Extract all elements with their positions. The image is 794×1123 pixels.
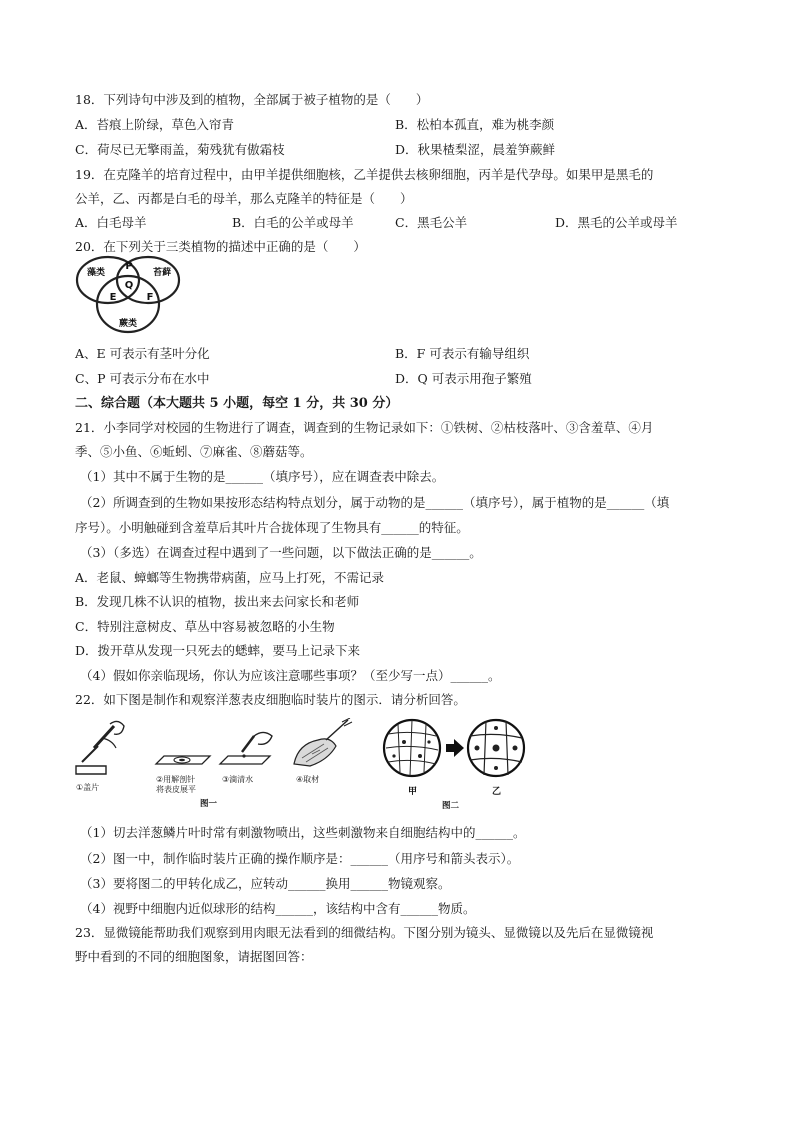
q21-option-d: D．拨开草从发现一只死去的蟋蟀，要马上记录下来 (75, 643, 361, 658)
q21-sub3: （3）（多选）在调查过程中遇到了一些问题，以下做法正确的是______。 (80, 545, 482, 560)
q22-sub2: （2）图一中，制作临时装片正确的操作顺序是：______（用序号和箭头表示）。 (80, 851, 520, 866)
q19-stem-line2: 公羊，乙、丙都是白毛的母羊，那么克隆羊的特征是（ ） (75, 191, 413, 206)
step1-cover-slip-illustration (76, 721, 124, 774)
fig1-step3-label: ③滴清水 (222, 775, 254, 784)
venn-diagram (70, 248, 190, 340)
view-yi-circle (468, 720, 524, 776)
q18-option-d: D．秋果楂梨涩，晨羞笋蕨鲜 (395, 142, 556, 157)
q21-sub2-line2: 序号）。小明触碰到含羞草后其叶片合拢体现了生物具有______的特征。 (75, 520, 469, 535)
step2-spread-epidermis-illustration (156, 756, 210, 764)
q20-option-b: B．F 可表示有输导组织 (395, 346, 530, 361)
q20-option-a: A、E 可表示有茎叶分化 (75, 346, 210, 361)
arrow-icon (446, 739, 464, 757)
fig2-label-yi: 乙 (492, 787, 502, 797)
q18-option-b: B．松柏本孤直，难为桃李颜 (395, 117, 555, 132)
venn-letter-f: F (146, 292, 154, 303)
q21-option-b: B．发现几株不认识的植物，拔出来去问家长和老师 (75, 594, 360, 609)
q22-sub3: （3）要将图二的甲转化成乙，应转动______换用______物镜观察。 (80, 876, 451, 891)
q18-option-a: A．苔痕上阶绿，草色入帘青 (75, 117, 235, 132)
q22-sub1: （1）切去洋葱鳞片叶时常有刺激物喷出，这些刺激物来自细胞结构中的______。 (80, 825, 526, 840)
figure-1-slide-preparation (72, 718, 372, 810)
q21-option-c: C．特别注意树皮、草丛中容易被忽略的小生物 (75, 619, 335, 634)
venn-letter-e: E (109, 292, 117, 303)
q20-option-c: C、P 可表示分布在水中 (75, 371, 210, 386)
fig2-label-jia: 甲 (408, 787, 418, 797)
venn-letter-p: P (125, 261, 133, 272)
q21-sub1: （1）其中不属于生物的是______（填序号），应在调查表中除去。 (80, 469, 445, 484)
step3-drop-water-illustration (220, 732, 272, 764)
fig1-step4-label: ④取材 (296, 775, 320, 784)
fig1-step2-label-line1: ②用解剖针 (156, 775, 196, 784)
step4-take-material-illustration (294, 718, 352, 766)
q22-sub4: （4）视野中细胞内近似球形的结构______，该结构中含有______物质。 (80, 901, 476, 916)
fig1-step2-label-line2: 将表皮展平 (156, 785, 196, 794)
q21-option-a: A．老鼠、蟑螂等生物携带病菌，应马上打死，不需记录 (75, 570, 385, 585)
q20-option-d: D．Q 可表示用孢子繁殖 (395, 371, 532, 386)
q19-option-c: C．黑毛公羊 (395, 215, 468, 230)
q19-option-d: D．黑毛的公羊或母羊 (555, 215, 678, 230)
q21-stem-line1: 21．小李同学对校园的生物进行了调查，调查到的生物记录如下：①铁树、②枯枝落叶、③含羞草、④月 (75, 420, 654, 435)
q22-stem: 22．如下图是制作和观察洋葱表皮细胞临时装片的图示．请分析回答。 (75, 692, 466, 707)
q21-sub4: （4）假如你亲临现场，你认为应该注意哪些事项？（至少写一点）______。 (80, 668, 501, 683)
figure-2-field-of-view (382, 714, 532, 812)
venn-label-algae: 藻类 (86, 268, 106, 278)
q20-stem: 20．在下列关于三类植物的描述中正确的是（ ） (75, 239, 366, 254)
fig1-step1-label: ①盖片 (76, 783, 100, 792)
q18-option-c: C．荷尽已无擎雨盖，菊残犹有傲霜枝 (75, 142, 285, 157)
q19-option-a: A．白毛母羊 (75, 215, 147, 230)
q21-stem-line2: 季、⑤小鱼、⑥蚯蚓、⑦麻雀、⑧蘑菇等。 (75, 444, 313, 459)
fig2-caption: 图二 (442, 801, 460, 811)
q23-stem-line2: 野中看到的不同的细胞图象，请据图回答： (75, 949, 313, 964)
q19-stem-line1: 19．在克隆羊的培育过程中，由甲羊提供细胞核，乙羊提供去核卵细胞，丙羊是代孕母。如果甲是黑毛的 (75, 167, 654, 182)
venn-letter-q: Q (124, 280, 134, 291)
venn-label-moss: 苔藓 (152, 268, 172, 278)
q23-stem-line1: 23．显微镜能帮助我们观察到用肉眼无法看到的细微结构。下图分别为镜头、显微镜以及先后在显微镜视 (75, 925, 654, 940)
section2-title: 二、综合题（本大题共 5 小题，每空 1 分，共 30 分） (75, 396, 399, 411)
q18-stem: 18．下列诗句中涉及到的植物，全部属于被子植物的是（ ） (75, 92, 429, 107)
q19-option-b: B．白毛的公羊或母羊 (232, 215, 354, 230)
q21-sub2-line1: （2）所调查到的生物如果按形态结构特点划分，属于动物的是______（填序号），属于植物的是______（填 (80, 495, 670, 510)
view-jia-circle (384, 720, 440, 776)
venn-label-fern: 蕨类 (118, 319, 138, 329)
fig1-caption: 图一 (200, 799, 218, 809)
